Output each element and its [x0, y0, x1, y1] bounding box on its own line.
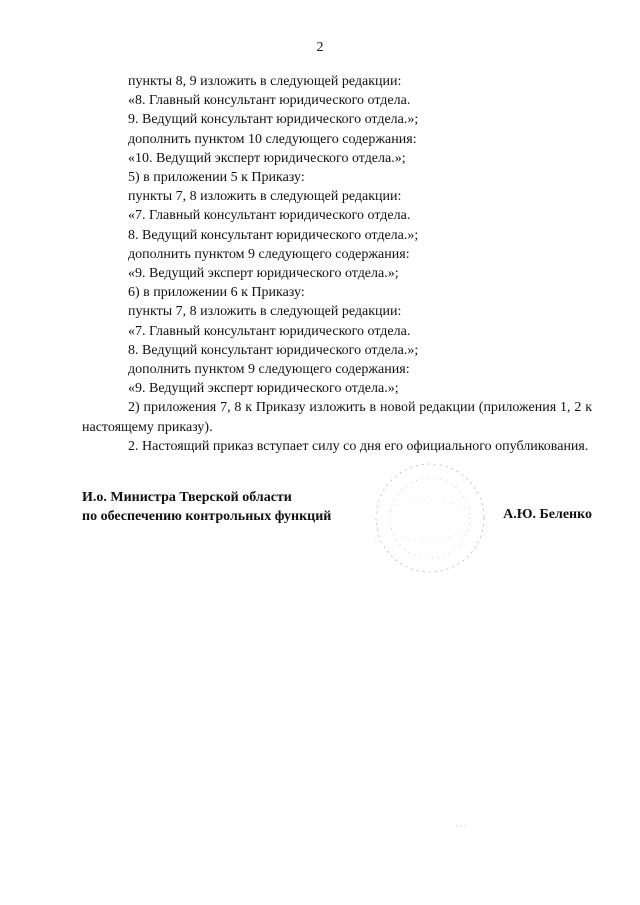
signature-block: [82, 488, 592, 578]
text-line: 8. Ведущий консультант юридического отдела.»;: [128, 342, 419, 358]
paragraph: 2) приложения 7, 8 к Приказу изложить в новой редакции (приложения 1, 2 к настоящему приказу).: [82, 400, 592, 435]
signatory-name: А.Ю. Беленко: [503, 507, 592, 522]
page-number: 2: [316, 40, 324, 55]
paragraph: 2. Настоящий приказ вступает силу со дня его официального опубликования.: [128, 438, 589, 454]
signatory-title-line: И.о. Министра Тверской области: [82, 490, 292, 505]
text-line: «9. Ведущий эксперт юридического отдела.»;: [128, 381, 399, 397]
text-line: 6) в приложении 6 к Приказу:: [128, 285, 305, 301]
stamp-mark: [370, 458, 490, 578]
text-line: «7. Главный консультант юридического отдела.: [128, 208, 411, 224]
text-line: «8. Главный консультант юридического отдела.: [128, 93, 411, 109]
text-line: пункты 8, 9 изложить в следующей редакции:: [128, 74, 402, 89]
signatory-title-line: по обеспечению контрольных функций: [82, 509, 332, 524]
text-line: «10. Ведущий эксперт юридического отдела.»;: [128, 150, 406, 166]
text-line: пункты 7, 8 изложить в следующей редакции:: [128, 189, 402, 205]
text-line: дополнить пунктом 9 следующего содержания:: [128, 362, 410, 378]
text-line: «9. Ведущий эксперт юридического отдела.»;: [128, 266, 399, 282]
text-line: пункты 7, 8 изложить в следующей редакции:: [128, 304, 402, 320]
document-body: [82, 72, 592, 456]
text-line: дополнить пунктом 9 следующего содержания:: [128, 246, 410, 262]
text-line: 5) в приложении 5 к Приказу:: [128, 170, 305, 186]
text-line: 9. Ведущий консультант юридического отдела.»;: [128, 112, 419, 128]
text-line: 8. Ведущий консультант юридического отдела.»;: [128, 227, 419, 243]
scan-speck: · · ·: [455, 822, 467, 831]
signatory-title: [82, 488, 331, 526]
text-line: дополнить пунктом 10 следующего содержания:: [128, 131, 417, 147]
text-line: «7. Главный консультант юридического отдела.: [128, 323, 411, 339]
